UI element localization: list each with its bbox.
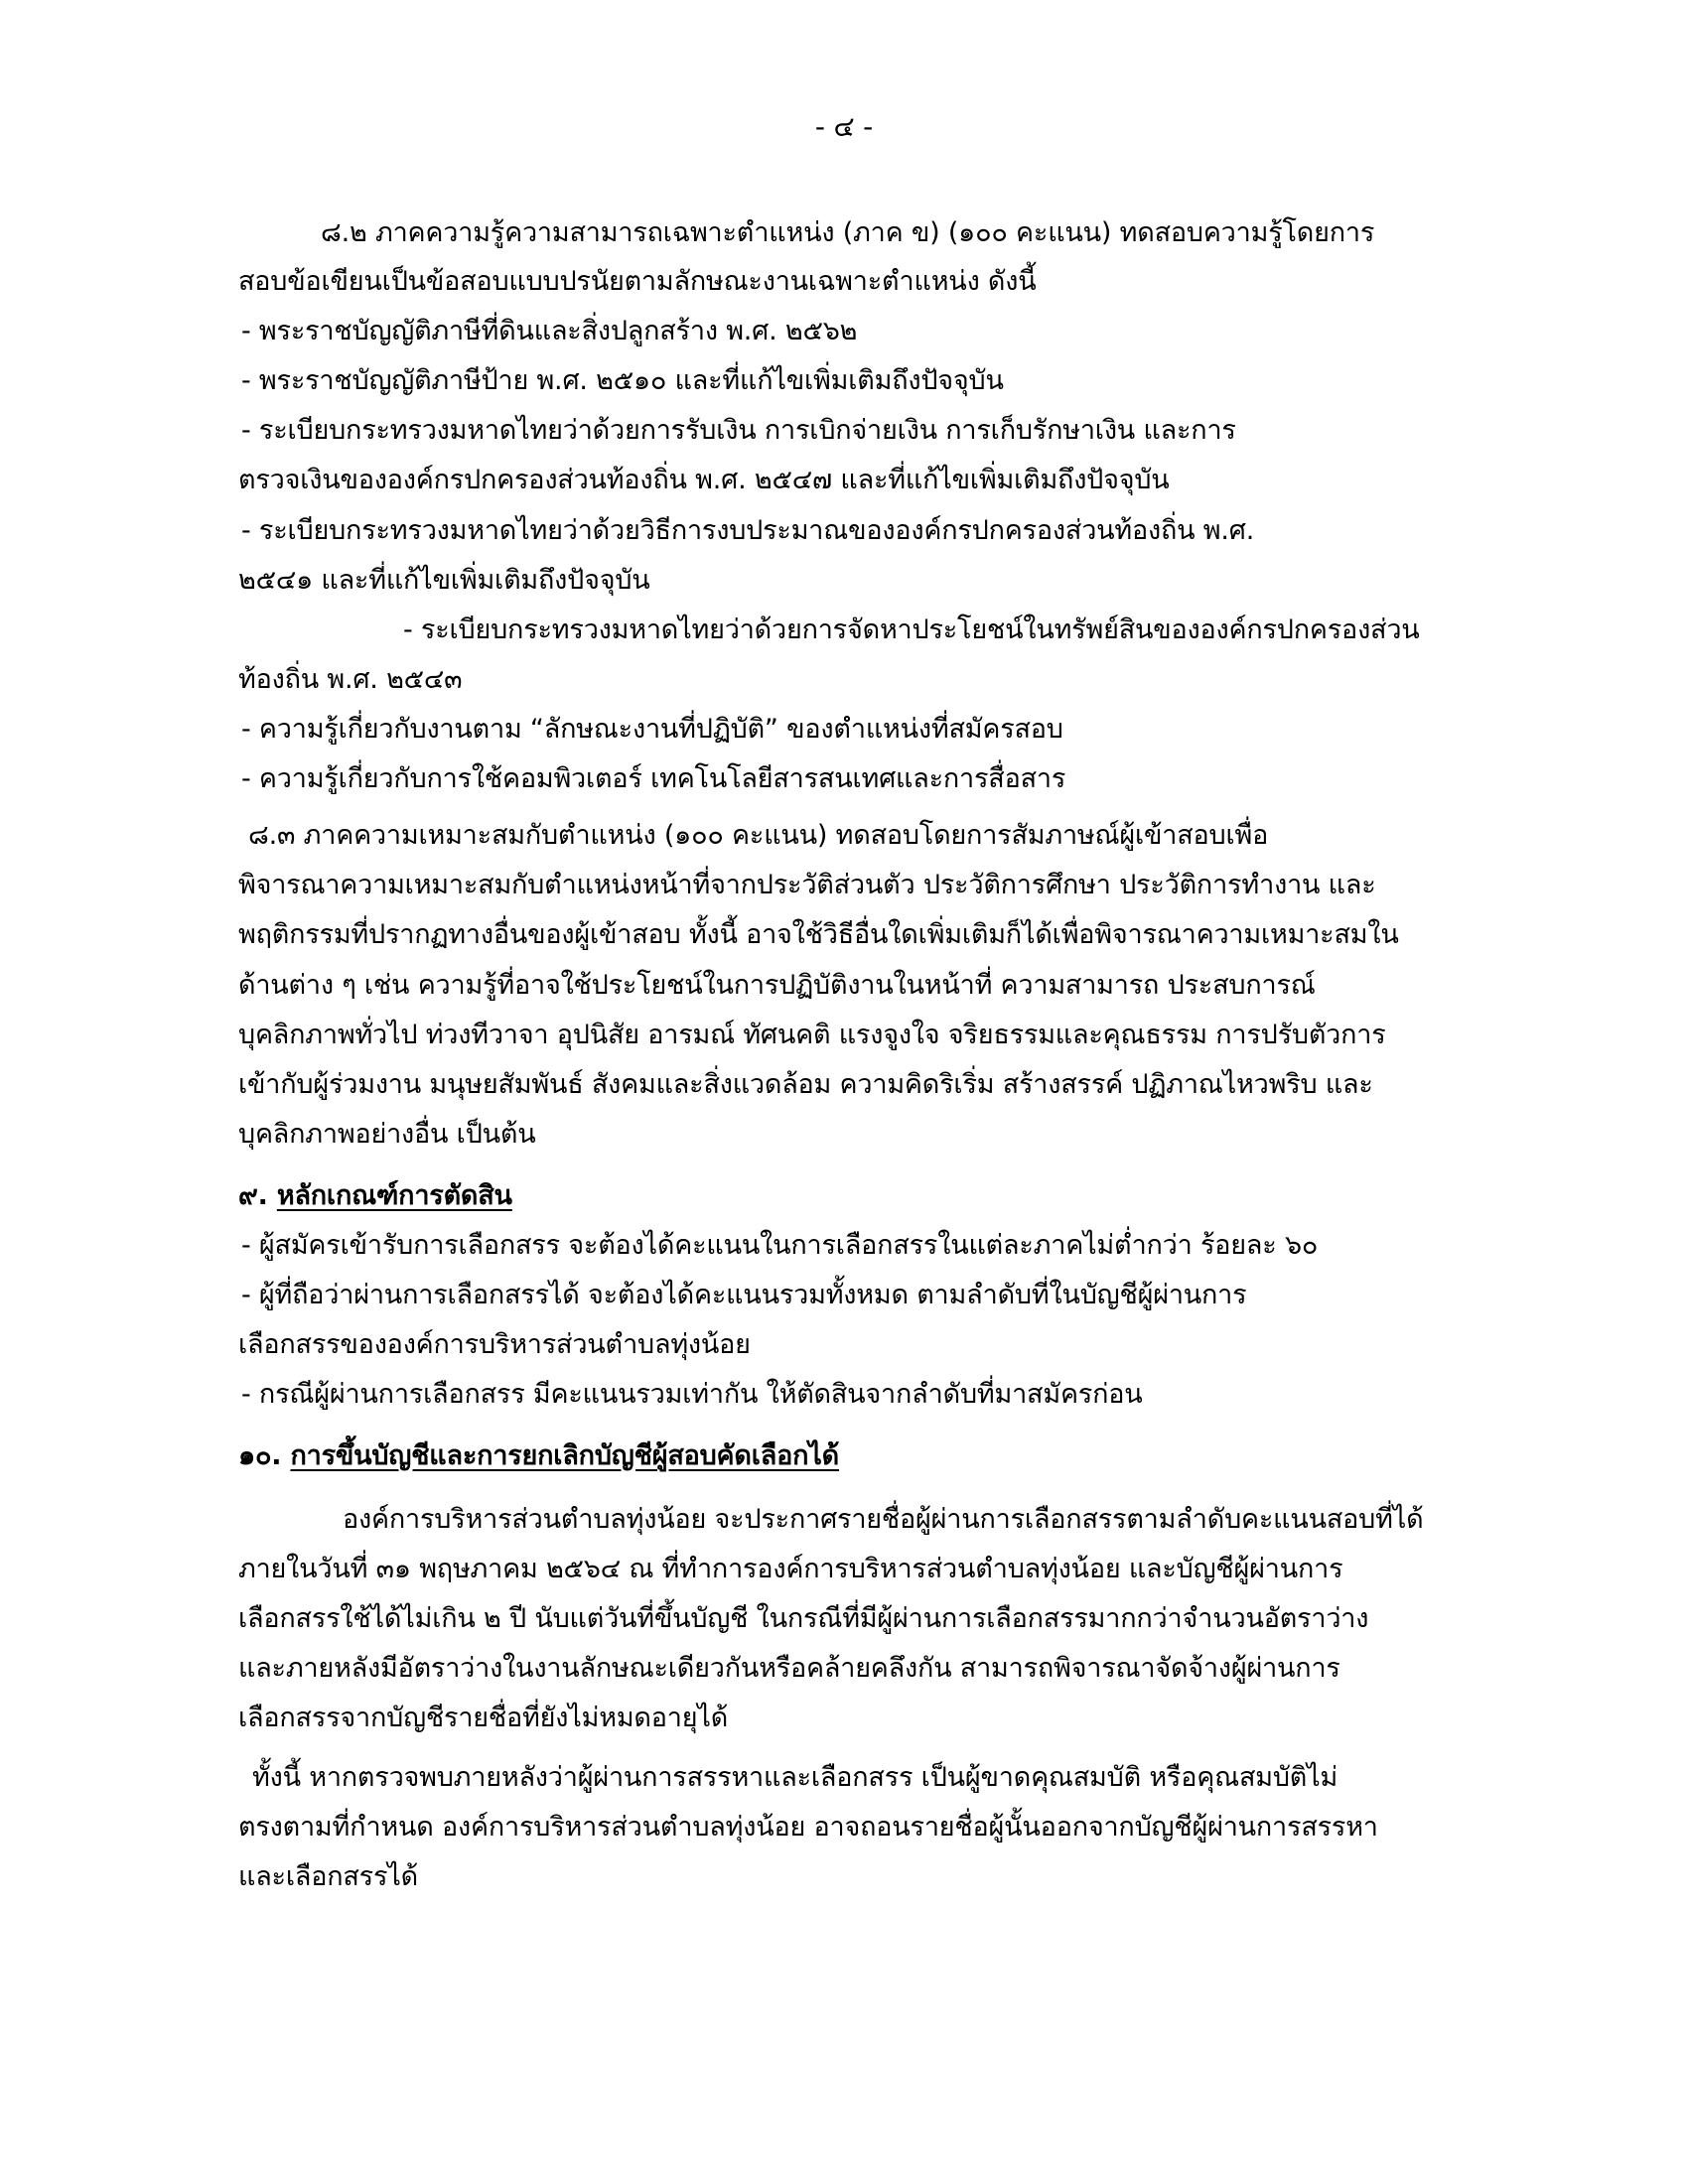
section-9-line: - ผู้สมัครเข้ารับการเลือกสรร จะต้องได้คะแนนในการเลือกสรรในแต่ละภาคไม่ต่ำกว่า ร้อยละ ๖๐ — [241, 1230, 1319, 1261]
section-10-number: ๑๐. — [238, 1440, 282, 1471]
section-8-3-line: บุคลิกภาพอย่างอื่น เป็นต้น — [238, 1119, 536, 1150]
section-8-2-line-2: สอบข้อเขียนเป็นข้อสอบแบบปรนัยตามลักษณะงานเฉพาะตำแหน่ง ดังนี้ — [238, 266, 1037, 297]
section-8-2-item: - พระราชบัญญัติภาษีป้าย พ.ศ. ๒๕๑๐ และที่แก้ไขเพิ่มเติมถึงปัจจุบัน — [241, 365, 1004, 396]
section-8-3-line: ๘.๓ ภาคความเหมาะสมกับตำแหน่ง (๑๐๐ คะแนน) ทดสอบโดยการสัมภาษณ์ผู้เข้าสอบเพื่อ — [248, 820, 1269, 851]
section-8-3-line: ด้านต่าง ๆ เช่น ความรู้ที่อาจใช้ประโยชน์ในการปฏิบัติงานในหน้าที่ ความสามารถ ประสบการณ์ — [238, 970, 1316, 1001]
section-10-paragraph-2-line: ตรงตามที่กำหนด องค์การบริหารส่วนตำบลทุ่งน้อย อาจถอนรายชื่อผู้นั้นออกจากบัญชีผู้ผ่านการสรรหา — [238, 1812, 1378, 1843]
section-8-2-item: - ระเบียบกระทรวงมหาดไทยว่าด้วยการรับเงิน การเบิกจ่ายเงิน การเก็บรักษาเงิน และการ — [241, 415, 1236, 446]
section-10-paragraph-2-line: และเลือกสรรได้ — [238, 1861, 418, 1892]
section-8-2-item-continuation: ตรวจเงินขององค์กรปกครองส่วนท้องถิ่น พ.ศ. ๒๕๔๗ และที่แก้ไขเพิ่มเติมถึงปัจจุบัน — [238, 465, 1170, 495]
section-8-2-item: - ความรู้เกี่ยวกับการใช้คอมพิวเตอร์ เทคโนโลยีสารสนเทศและการสื่อสาร — [241, 763, 1066, 794]
section-10-heading — [238, 1436, 839, 1476]
section-10-paragraph-1-line: เลือกสรรจากบัญชีรายชื่อที่ยังไม่หมดอายุได้ — [238, 1703, 729, 1733]
section-8-2-item: - ระเบียบกระทรวงมหาดไทยว่าด้วยการจัดหาประโยชน์ในทรัพย์สินขององค์กรปกครองส่วน — [403, 614, 1420, 645]
section-8-3-line: พิจารณาความเหมาะสมกับตำแหน่งหน้าที่จากประวัติส่วนตัว ประวัติการศึกษา ประวัติการทำงาน และ — [238, 870, 1376, 900]
section-8-2-item: - พระราชบัญญัติภาษีที่ดินและสิ่งปลูกสร้าง พ.ศ. ๒๕๖๒ — [241, 316, 858, 346]
section-8-2-item: - ระเบียบกระทรวงมหาดไทยว่าด้วยวิธีการงบประมาณขององค์กรปกครองส่วนท้องถิ่น พ.ศ. — [241, 515, 1255, 546]
section-8-2-item-continuation: ๒๕๔๑ และที่แก้ไขเพิ่มเติมถึงปัจจุบัน — [238, 565, 650, 596]
section-8-2-item: - ความรู้เกี่ยวกับงานตาม “ลักษณะงานที่ปฏิบัติ” ของตำแหน่งที่สมัครสอบ — [241, 714, 1063, 745]
section-9-line: - ผู้ที่ถือว่าผ่านการเลือกสรรได้ จะต้องได้คะแนนรวมทั้งหมด ตามลำดับที่ในบัญชีผู้ผ่านการ — [241, 1280, 1247, 1310]
page-number: - ๔ - — [814, 110, 874, 143]
section-9-heading — [238, 1176, 512, 1216]
section-8-2-item-continuation: ท้องถิ่น พ.ศ. ๒๕๔๓ — [238, 664, 463, 695]
section-10-paragraph-1-line: และภายหลังมีอัตราว่างในงานลักษณะเดียวกันหรือคล้ายคลึงกัน สามารถพิจารณาจัดจ้างผู้ผ่านการ — [238, 1653, 1340, 1684]
section-10-paragraph-1-line: องค์การบริหารส่วนตำบลทุ่งน้อย จะประกาศรายชื่อผู้ผ่านการเลือกสรรตามลำดับคะแนนสอบที่ได้ — [343, 1504, 1424, 1535]
section-8-3-line: เข้ากับผู้ร่วมงาน มนุษยสัมพันธ์ สังคมและสิ่งแวดล้อม ความคิดริเริ่ม สร้างสรรค์ ปฏิภาณไหวพริบ และ — [238, 1069, 1373, 1100]
section-9-number: ๙. — [238, 1180, 268, 1211]
section-8-3-line: บุคลิกภาพทั่วไป ท่วงทีวาจา อุปนิสัย อารมณ์ ทัศนคติ แรงจูงใจ จริยธรรมและคุณธรรม การปรับตัวการ — [238, 1020, 1386, 1050]
section-10-title: การขึ้นบัญชีและการยกเลิกบัญชีผู้สอบคัดเลือกได้ — [290, 1440, 839, 1471]
section-8-2-line-1: ๘.๒ ภาคความรู้ความสามารถเฉพาะตำแหน่ง (ภาค ข) (๑๐๐ คะแนน) ทดสอบความรู้โดยการ — [321, 217, 1375, 248]
section-9-line: เลือกสรรขององค์การบริหารส่วนตำบลทุ่งน้อย — [238, 1329, 751, 1360]
section-8-3-line: พฤติกรรมที่ปรากฏทางอื่นของผู้เข้าสอบ ทั้งนี้ อาจใช้วิธีอื่นใดเพิ่มเติมก็ได้เพื่อพิจารณาความเหมาะสมใน — [238, 919, 1399, 950]
section-10-paragraph-1-line: ภายในวันที่ ๓๑ พฤษภาคม ๒๕๖๔ ณ ที่ทำการองค์การบริหารส่วนตำบลทุ่งน้อย และบัญชีผู้ผ่านการ — [238, 1554, 1343, 1584]
section-10-paragraph-2-line: ทั้งนี้ หากตรวจพบภายหลังว่าผู้ผ่านการสรรหาและเลือกสรร เป็นผู้ขาดคุณสมบัติ หรือคุณสมบัติไม่ — [252, 1762, 1338, 1793]
section-9-title: หลักเกณฑ์การตัดสิน — [276, 1180, 512, 1211]
section-9-line: - กรณีผู้ผ่านการเลือกสรร มีคะแนนรวมเท่ากัน ให้ตัดสินจากลำดับที่มาสมัครก่อน — [241, 1379, 1143, 1410]
section-10-paragraph-1-line: เลือกสรรใช้ได้ไม่เกิน ๒ ปี นับแต่วันที่ขึ้นบัญชี ในกรณีที่มีผู้ผ่านการเลือกสรรมากกว่าจำนวนอัตราว่าง — [238, 1603, 1369, 1634]
